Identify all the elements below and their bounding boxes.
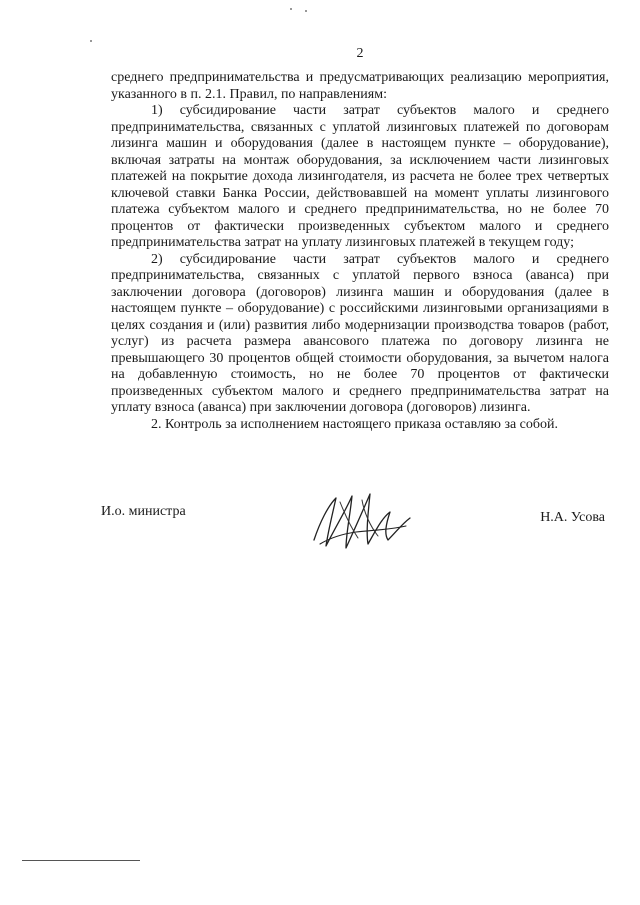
- paragraph-item-2: 2) субсидирование части затрат субъектов малого и среднего предпринимательства, связанных с уплатой первого взноса (аванса) при заключении договора (договоров) лизинга машин и оборудования (далее в настоящем пункте – оборудование) с российскими лизинговыми организациями в целях создания и (или) развития либо модернизации производства товаров (работ, услуг) из расчета размера авансового платежа по договору лизинга не превышающего 30 процентов общей стоимости оборудования, за вычетом налога на добавленную стоимость, но не более 70 процентов от фактически произведенных субъектом малого и среднего предпринимательства затрат на уплату взноса (аванса) при заключении договора (договоров) лизинга.: [111, 251, 609, 415]
- document-body: [111, 70, 609, 433]
- signature-block: [101, 500, 609, 560]
- signatory-title: И.о. министра: [101, 504, 186, 519]
- handwritten-signature: [306, 482, 416, 562]
- paragraph-item-1: 1) субсидирование части затрат субъектов малого и среднего предпринимательства, связанных с уплатой лизинговых платежей по договорам лизинга машин и оборудования (далее в настоящем пункте – оборудование), включая затраты на монтаж оборудования, за исключением части лизинговых платежей на покрытие дохода лизингодателя, из расчета не более трех четвертых ключевой ставки Банка России, действовавшей на момент уплаты лизингового платежа субъектом малого и среднего предпринимательства, но не более 70 процентов от фактически произведенных субъектом малого и среднего предпринимательства затрат на уплату лизинговых платежей в текущем году;: [111, 103, 609, 250]
- page-number: 2: [356, 46, 364, 61]
- paragraph-intro: среднего предпринимательства и предусматривающих реализацию мероприятия, указанного в п. 2.1. Правил, по направлениям:: [111, 70, 609, 102]
- footer-rule: [22, 860, 140, 861]
- paragraph-control: 2. Контроль за исполнением настоящего приказа оставляю за собой.: [151, 416, 559, 432]
- scan-speck: [90, 40, 92, 42]
- signatory-name: Н.А. Усова: [540, 510, 605, 525]
- scan-speck: [290, 8, 292, 10]
- scan-speck: [305, 10, 307, 12]
